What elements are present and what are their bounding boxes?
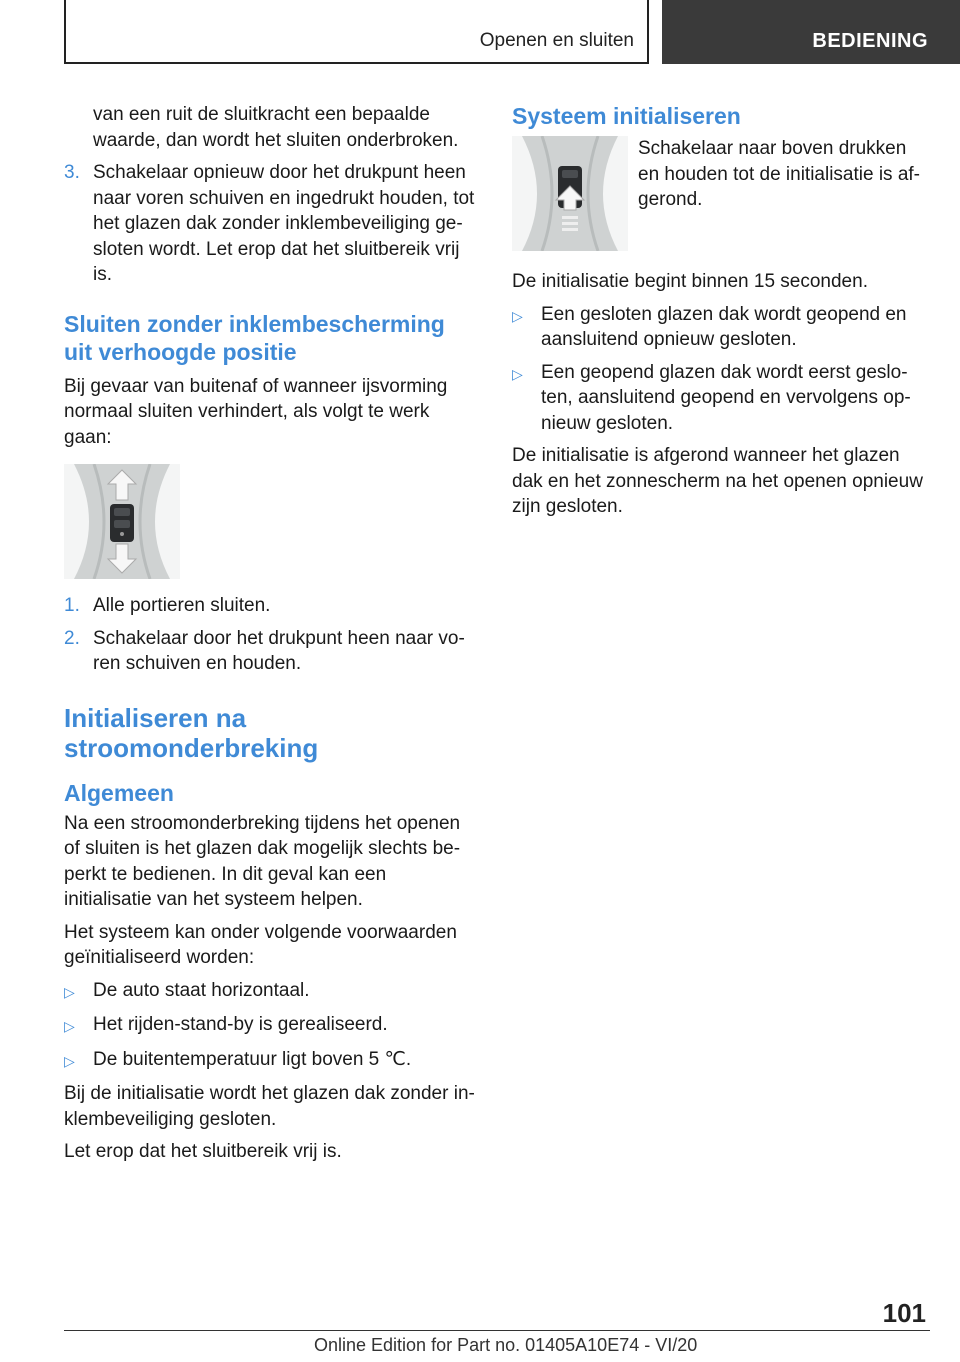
- paragraph-algemeen-4: Let erop dat het sluitbereik vrij is.: [64, 1141, 342, 1162]
- roof-switch-up-icon: [512, 136, 628, 251]
- right-column: [512, 102, 932, 527]
- switch-image-slide: [64, 464, 180, 579]
- list-number: 1.: [64, 595, 80, 616]
- header-chapter-tab: [662, 0, 960, 64]
- left-column: [64, 102, 478, 1172]
- header-section-title: Openen en sluiten: [479, 30, 634, 51]
- triangle-bullet-icon: ▷: [64, 983, 75, 1000]
- heading-sluiten: Sluiten zonder inklembescherming uit verhoogde positie: [64, 310, 445, 365]
- image-caption: Schakelaar naar boven drukken en houden tot de initialisatie is af-gerond.: [638, 138, 921, 210]
- list-text: De auto staat horizontaal.: [93, 979, 310, 1001]
- list-number: 3.: [64, 162, 80, 183]
- footer-divider: [64, 1330, 930, 1331]
- heading-initialiseren: Initialiseren na stroomonderbreking: [64, 702, 319, 763]
- bullet-item: [512, 360, 932, 437]
- list-text: Het rijden-stand-by is gerealiseerd.: [93, 1014, 388, 1035]
- list-number: 2.: [64, 627, 80, 649]
- list-item-3: [64, 160, 478, 288]
- switch-image-up: [512, 136, 628, 251]
- triangle-bullet-icon: ▷: [64, 1018, 75, 1034]
- paragraph-begin: De initialisatie begint binnen 15 seconden.: [512, 271, 868, 292]
- condition-item: [64, 1047, 478, 1075]
- condition-item: [64, 978, 478, 1006]
- page-number: 101: [882, 1298, 926, 1328]
- paragraph-end: De initialisatie is afgerond wanneer het glazen dak en het zonnescherm na het openen opnieuw zijn gesloten.: [512, 445, 923, 517]
- list-text: Een gesloten glazen dak wordt geopend en aansluitend opnieuw gesloten.: [541, 303, 907, 350]
- roof-switch-icon: [64, 464, 180, 579]
- heading-algemeen: Algemeen: [64, 779, 174, 806]
- list-text: Een geopend glazen dak wordt eerst geslo-ten, aansluitend geopend en vervolgens op-nieuw gesloten.: [541, 361, 911, 434]
- paragraph-algemeen-2: Het systeem kan onder volgende voorwaarden geïnitialiseerd worden:: [64, 921, 457, 968]
- image-with-caption: [512, 136, 932, 251]
- continued-item-text: van een ruit de sluitkracht een bepaalde waarde, dan wordt het sluiten onderbroken.: [93, 104, 459, 151]
- list-text: Alle portieren sluiten.: [93, 595, 271, 616]
- header-chapter-title: BEDIENING: [812, 30, 928, 52]
- footer-edition: Online Edition for Part no. 01405A10E74 - VI/20: [314, 1335, 698, 1355]
- paragraph-algemeen-1: Na een stroomonderbreking tijdens het openen of sluiten is het glazen dak mogelijk slechts be-perkt te bedienen. In dit geval kan een initialisatie van het systeem helpen.: [64, 812, 461, 910]
- paragraph-sluiten: Bij gevaar van buitenaf of wanneer ijsvorming normaal sluiten verhindert, als volgt te werk gaan:: [64, 375, 448, 448]
- triangle-bullet-icon: ▷: [512, 365, 523, 382]
- bullet-item: [512, 302, 932, 353]
- list-text: Schakelaar door het drukpunt heen naar vo-ren schuiven en houden.: [93, 627, 465, 674]
- step-2: [64, 626, 478, 677]
- triangle-bullet-icon: ▷: [64, 1052, 75, 1069]
- list-text: De buitentemperatuur ligt boven 5 ℃.: [93, 1048, 412, 1070]
- paragraph-algemeen-3: Bij de initialisatie wordt het glazen dak zonder in-klembeveiliging gesloten.: [64, 1083, 475, 1130]
- heading-systeem: Systeem initialiseren: [512, 103, 741, 129]
- step-1: [64, 593, 478, 619]
- condition-item: [64, 1012, 478, 1040]
- triangle-bullet-icon: ▷: [512, 307, 523, 324]
- list-text: Schakelaar opnieuw door het drukpunt heen naar voren schuiven en ingedrukt houden, tot het glazen dak zonder inklembeveiliging ge-sloten wordt. Let erop dat het sluitbereik vrij is.: [93, 162, 475, 285]
